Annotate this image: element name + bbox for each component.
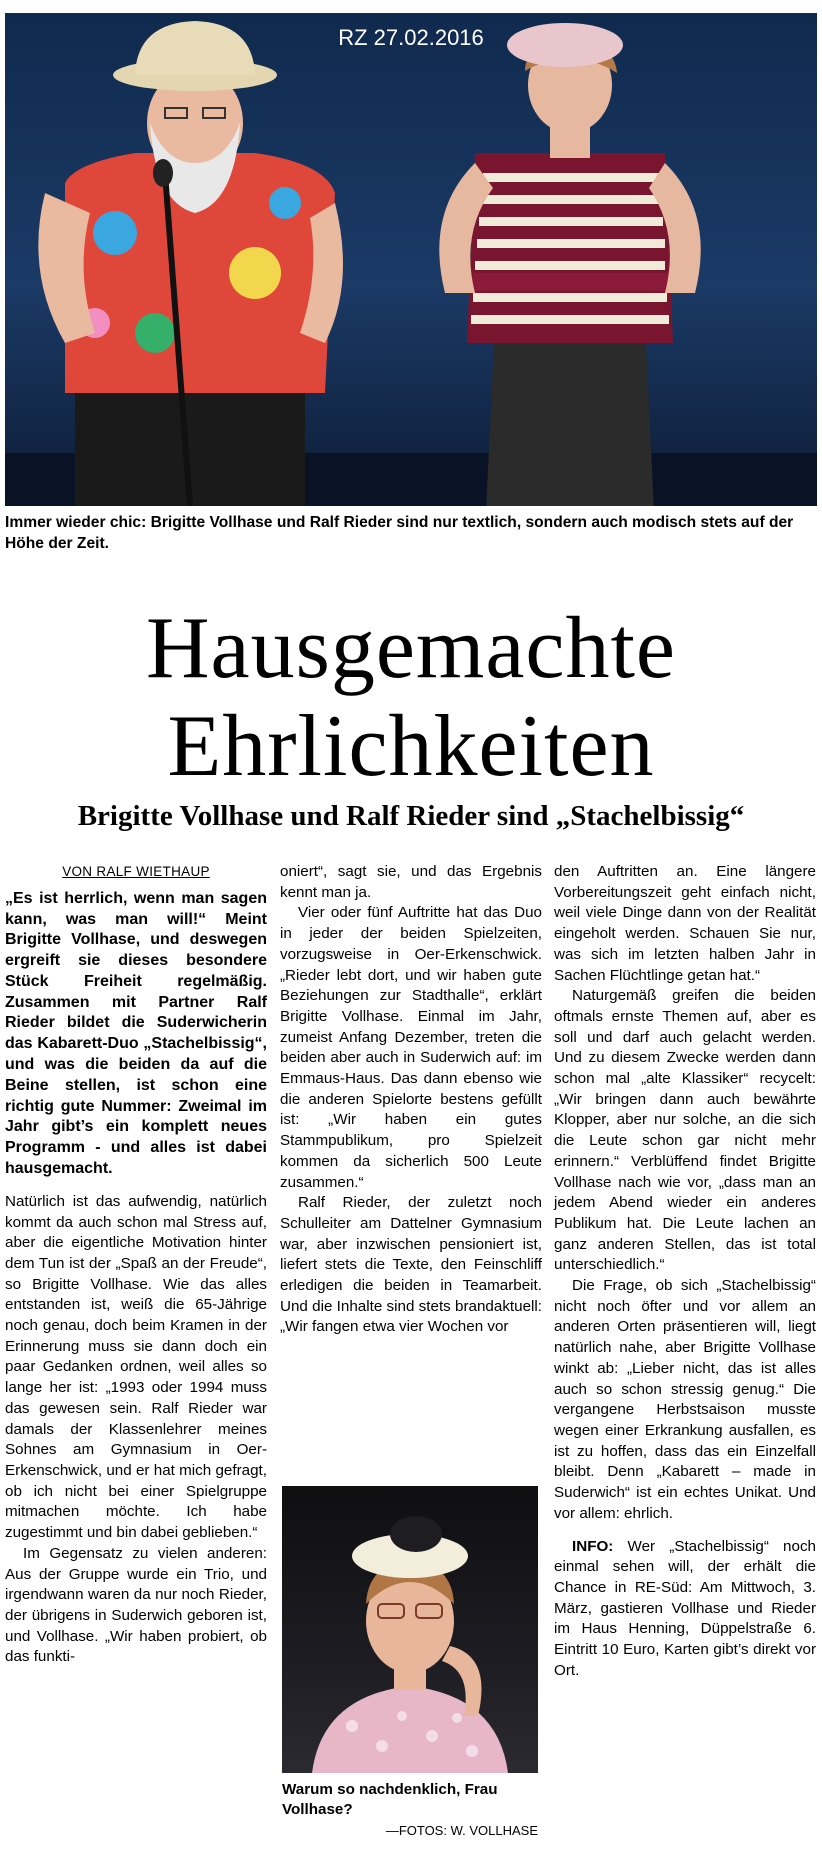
inset-photo-caption: Warum so nachdenklich, Frau Vollhase? — [282, 1781, 498, 1818]
body-paragraph: Vier oder fünf Auftritte hat das Duo in jeder der beiden Spielzeiten, vorzugsweise in Oer-Erkenschwick. „Rieder lebt dort, und wir haben gute Beziehungen zur Stadthalle“, erklärt Brigitte Vollhase. Einmal im Jahr, zumeist Anfang Dezember, treten die beiden aber auch in Suderwich auf: im Emmaus-Haus. Das dann ebenso wie die anderen Spielorte bestens gefüllt ist: „Wir haben ein gutes Stammpublikum, pro Spielzeit kommen da sicherlich 500 Leute zusammen.“ — [280, 904, 542, 1191]
body-paragraph: Natürlich ist das aufwendig, natürlich kommt da auch schon mal Stress auf, aber die eigentliche Motivation hinter dem Tun ist der „Spaß an der Freude“, so Brigitte Vollhase. Wie das alles entstanden ist, weiß die 65-Jährige noch genau, doch beim Kramen in der Erinnerung muss sie dann doch ein paar Gedanken ordnen, weil alles so lange her ist: „1993 oder 1994 muss das gewesen sein. Ralf Rieder war damals der Klassenlehrer meines Sohnes am Gymnasium in Oer-Erkenschwick, und er hat mich gefragt, ob ich nicht bei einer Spielgruppe mitmachen möchte. Ich habe zugestimmt und bin dabei geblieben.“ — [5, 1192, 267, 1542]
man-figure — [38, 21, 343, 506]
info-box — [554, 1537, 816, 1682]
lead-paragraph: „Es ist herrlich, wenn man sagen kann, was man will!“ Meint Brigitte Vollhase, und deswegen ergreift sie dieses besondere Stück Freiheit regelmäßig. Zusammen mit Partner Ralf Rieder bildet die Suderwicherin das Kabarett-Duo „Stachelbissig“, und was die beiden da auf die Beine stellen, ist schon eine richtig gute Nummer: Zweimal im Jahr gibt’s ein komplett neues Programm - und alles ist dabei hausgemacht. — [5, 889, 267, 1178]
info-text: Wer „Stachelbissig“ noch einmal sehen will, der erhält die Chance in RE-Süd: Am Mittwoch, 3. März, gastieren Vollhase und Rieder im Haus Henning, Düppelstraße 6. Eintritt 10 Euro, Karten gibt’s direkt vor Ort. — [554, 1537, 816, 1679]
body-paragraph: Im Gegensatz zu vielen anderen: Aus der Gruppe wurde ein Trio, und irgendwann waren da nur noch Rieder, der übrigens in Suderwich geboren ist, und Vollhase. „Wir haben probiert, ob das funkti- — [5, 1544, 267, 1666]
subheadline: Brigitte Vollhase und Ralf Rieder sind „Stachelbissig“ — [77, 800, 745, 832]
body-paragraph: Die Frage, ob sich „Stachelbissig“ nicht noch öfter und vor allem an anderen Orten präsentieren will, liegt natürlich nahe, aber Brigitte Vollhase winkt ab: „Lieber nicht, das ist alles auch so schon stressig genug.“ Die vergangene Herbstsaison musste wegen einer Erkrankung ausfallen, es ist zu hoffen, dass das ein Einzelfall bleibt. Denn „Kabarett – made in Suderwich“ ist ein echtes Unikat. Und vor allem: ehrlich. — [554, 1277, 816, 1522]
body-paragraph: oniert“, sagt sie, und das Ergebnis kennt man ja. — [280, 863, 542, 901]
inset-photo — [282, 1486, 538, 1773]
woman-figure — [439, 23, 700, 506]
headline-line-2: Ehrlichkeiten — [167, 698, 655, 795]
article-column-1 — [5, 862, 267, 1668]
stage-photo-drawing — [5, 13, 817, 506]
top-photo-caption: Immer wieder chic: Brigitte Vollhase und Ralf Rieder sind nur textlich, sondern auch modisch stets auf der Höhe der Zeit. — [5, 514, 794, 552]
author-byline: VON RALF WIETHAUP — [62, 864, 210, 879]
body-paragraph: Ralf Rieder, der zuletzt noch Schulleiter am Dattelner Gymnasium war, aber inzwischen pensioniert ist, liefert stets die Texte, den Feinschliff erledigen die beiden in Teamarbeit. Und die Inhalte sind stets brandaktuell: „Wir fangen etwa vier Wochen vor — [280, 1194, 542, 1336]
date-stamp: RZ 27.02.2016 — [338, 25, 484, 50]
info-label: INFO: — [572, 1537, 614, 1555]
photo-credit: —FOTOS: W. VOLLHASE — [385, 1823, 538, 1838]
article-column-2 — [280, 862, 542, 1338]
body-paragraph: Naturgemäß greifen die beiden oftmals ernste Themen auf, aber es soll und darf auch gelacht werden. Und zu diesem Zwecke werden dann schon mal „alte Klassiker“ recycelt: „Wir bringen dann auch bewährte Klopper, aber nur solche, an die sich die Leute schon gar nicht mehr erinnern.“ Verblüffend findet Brigitte Vollhase nach wie vor, „dass man an jedem Abend wieder ein anderes Publikum hat. Die Leute lachen an ganz anderen Stellen, das ist total unterschiedlich.“ — [554, 987, 816, 1274]
headline — [0, 600, 822, 796]
inset-photo-drawing — [282, 1486, 538, 1773]
article-column-3 — [554, 862, 816, 1681]
stage-photo — [5, 13, 817, 506]
body-paragraph: den Auftritten an. Eine längere Vorbereitungszeit geht einfach nicht, weil viele Dinge dann von der Realität eingeholt werden. Schauen Sie nur, was sich im letzten halben Jahr in Sachen Flüchtlinge getan hat.“ — [554, 863, 816, 984]
headline-line-1: Hausgemachte — [146, 600, 676, 697]
